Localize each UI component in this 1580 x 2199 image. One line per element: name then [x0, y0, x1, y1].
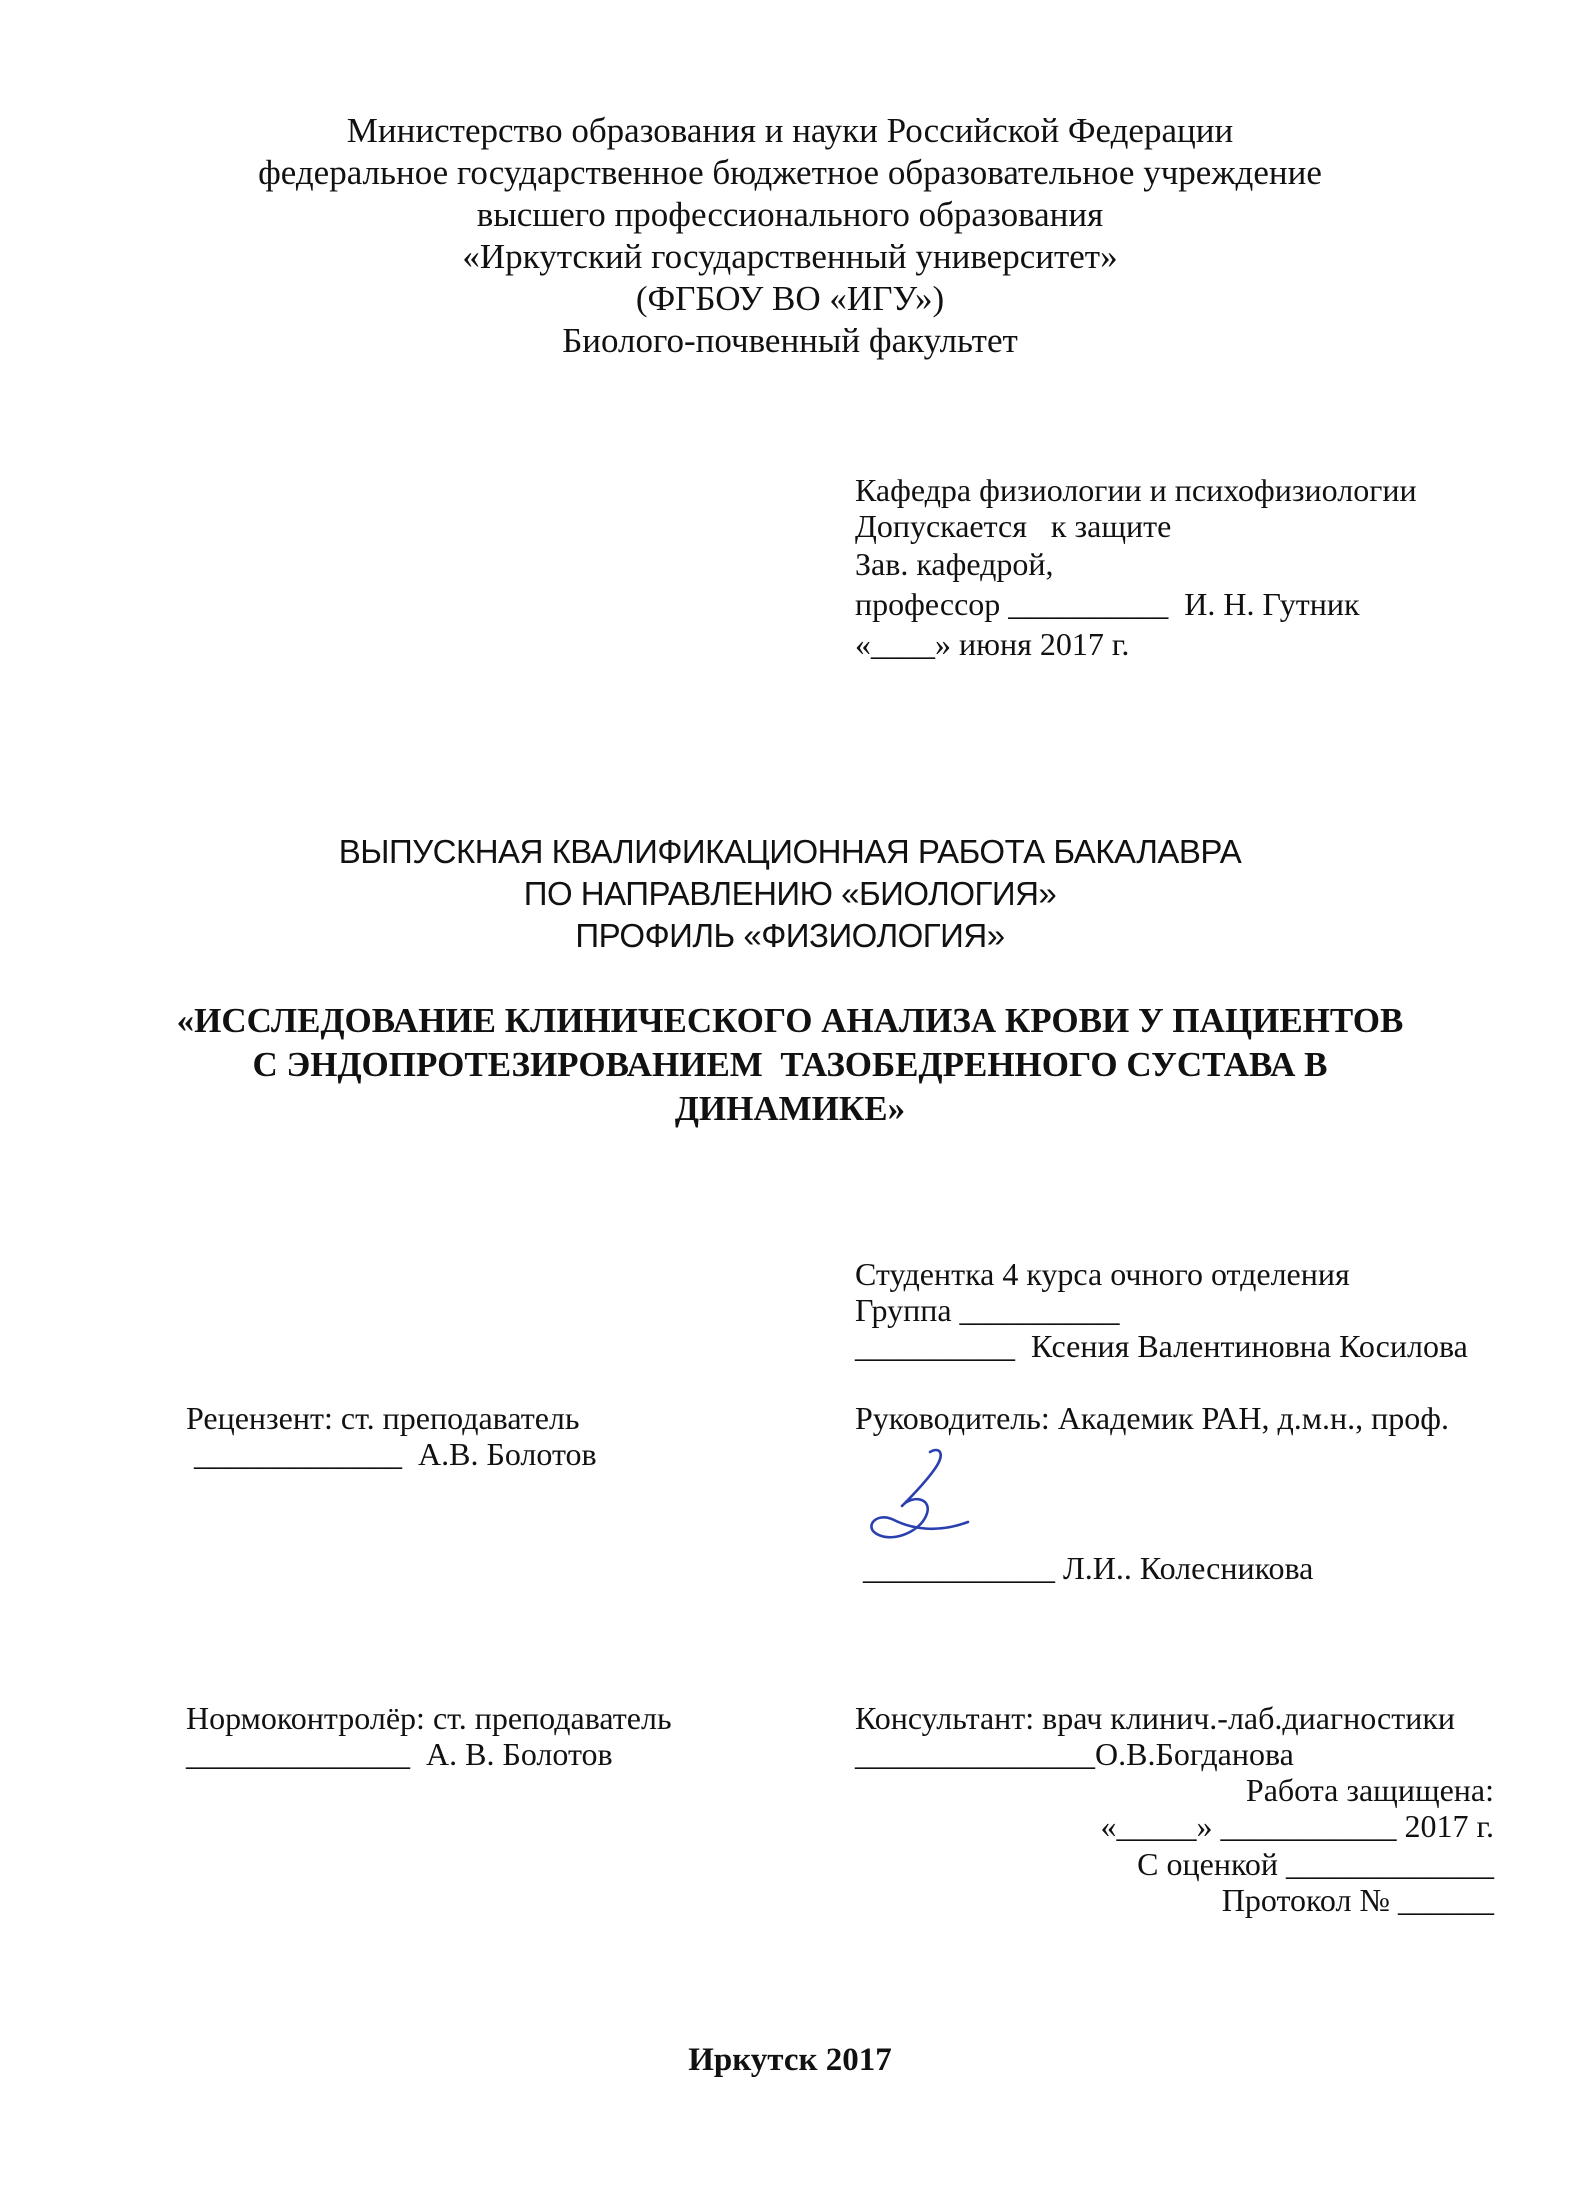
header-line: федеральное государственное бюджетное образовательное учреждение	[258, 153, 1322, 192]
student-name-line: __________ Ксения Валентиновна Косилова	[855, 1328, 1468, 1364]
title-line: «ИССЛЕДОВАНИЕ КЛИНИЧЕСКОГО АНАЛИЗА КРОВИ У ПАЦИЕНТОВ	[176, 1001, 1404, 1040]
direction-line: ПО НАПРАВЛЕНИЮ «БИОЛОГИЯ»	[523, 875, 1057, 912]
normcontrol-label: Нормоконтролёр: ст. преподаватель	[186, 1700, 672, 1736]
approval-date-line: «____» июня 2017 г.	[855, 626, 1130, 662]
work-type-line: ВЫПУСКНАЯ КВАЛИФИКАЦИОННАЯ РАБОТА БАКАЛАВРА	[338, 833, 1242, 870]
reviewer-label: Рецензент: ст. преподаватель	[186, 1400, 580, 1436]
faculty-line: Биолого-почвенный факультет	[562, 321, 1018, 360]
header-line: Министерство образования и науки Российской Федерации	[346, 111, 1234, 150]
professor-signature-line: профессор __________ И. Н. Гутник	[855, 586, 1360, 622]
header-line: «Иркутский государственный университет»	[462, 237, 1118, 276]
title-line: ДИНАМИКЕ»	[674, 1089, 906, 1128]
header-line: (ФГБОУ ВО «ИГУ»)	[635, 279, 945, 318]
reviewer-signature-line: _____________ А.В. Болотов	[186, 1436, 597, 1472]
admission-line: Допускается к защите	[855, 508, 1172, 544]
student-course-line: Студентка 4 курса очного отделения	[855, 1256, 1350, 1292]
defense-label: Работа защищена:	[1245, 1772, 1494, 1808]
defense-date-line: «_____» ___________ 2017 г.	[1100, 1808, 1494, 1844]
city-year: Иркутск 2017	[688, 2042, 892, 2078]
head-of-dept-line: Зав. кафедрой,	[855, 546, 1054, 582]
profile-line: ПРОФИЛЬ «ФИЗИОЛОГИЯ»	[575, 917, 1005, 954]
supervisor-signature-line: ____________ Л.И.. Колесникова	[855, 1550, 1314, 1586]
supervisor-label: Руководитель: Академик РАН, д.м.н., проф.	[855, 1400, 1449, 1436]
grade-line: С оценкой _____________	[1137, 1846, 1494, 1882]
header-line: высшего профессионального образования	[476, 195, 1104, 234]
title-line: С ЭНДОПРОТЕЗИРОВАНИЕМ ТАЗОБЕДРЕННОГО СУСТАВА В	[252, 1045, 1328, 1084]
protocol-line: Протокол № ______	[1221, 1882, 1494, 1918]
consultant-signature-line: _______________О.В.Богданова	[855, 1736, 1294, 1772]
department-line: Кафедра физиологии и психофизиологии	[855, 472, 1417, 508]
student-group-line: Группа __________	[855, 1292, 1120, 1328]
consultant-label: Консультант: врач клинич.-лаб.диагностики	[855, 1700, 1456, 1736]
normcontrol-signature-line: ______________ А. В. Болотов	[186, 1736, 613, 1772]
handwritten-signature	[860, 1440, 980, 1550]
